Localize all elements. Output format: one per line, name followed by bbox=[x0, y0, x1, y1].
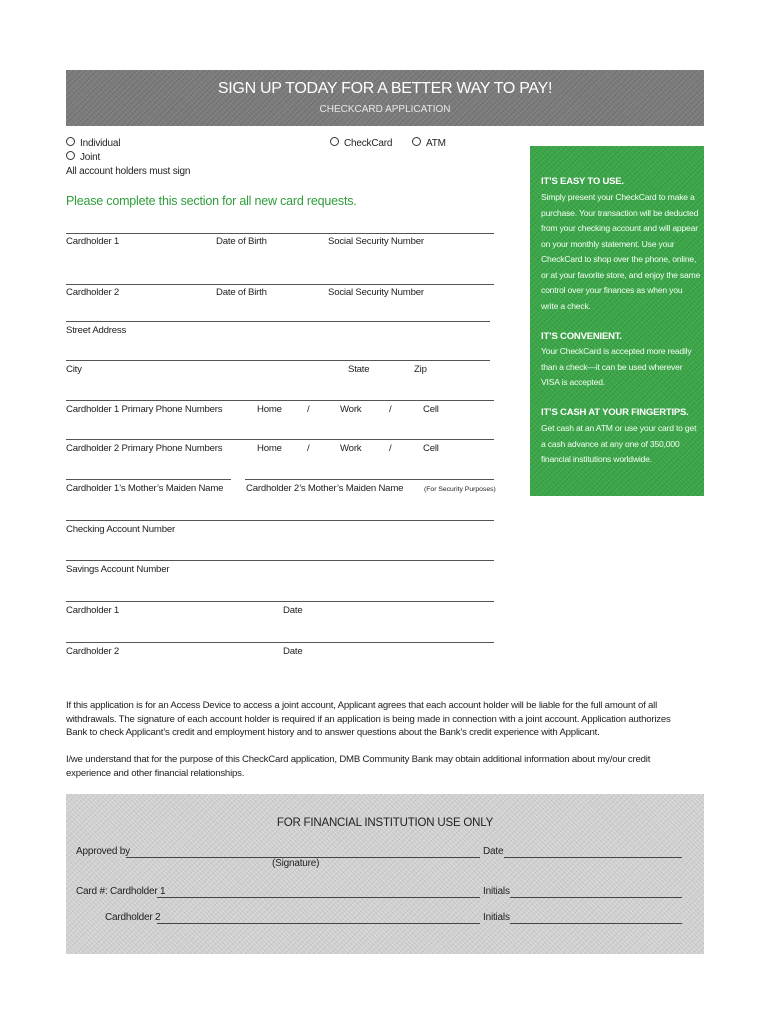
ch1-maiden-label: Cardholder 1’s Mother’s Maiden Name bbox=[66, 483, 224, 494]
ch1-date-label: Date bbox=[283, 605, 303, 616]
ch1-maiden-line[interactable] bbox=[66, 479, 231, 480]
card-ch2-label: Cardholder 2 bbox=[105, 912, 161, 923]
ch2-phone-label: Cardholder 2 Primary Phone Numbers bbox=[66, 443, 223, 454]
approved-by-label: Approved by bbox=[76, 846, 130, 857]
card-ch1-line[interactable] bbox=[157, 897, 480, 898]
ch2-date-label: Date bbox=[283, 646, 303, 657]
city-line[interactable] bbox=[66, 360, 490, 361]
ch2-phone-line[interactable] bbox=[66, 439, 494, 440]
savings-line[interactable] bbox=[66, 560, 494, 561]
separator: / bbox=[389, 443, 392, 454]
ch2-maiden-label: Cardholder 2’s Mother’s Maiden Name bbox=[246, 483, 404, 494]
section-heading: Please complete this section for all new card requests. bbox=[66, 194, 357, 208]
sidebar-heading-cash: IT’S CASH AT YOUR FINGERTIPS. bbox=[541, 407, 689, 418]
credit-disclosure: I/we understand that for the purpose of this CheckCard application, DMB Community Bank may obtain additional information about my/our credit experience and other financial relationships. bbox=[66, 754, 651, 779]
security-note: (For Security Purposes) bbox=[424, 486, 496, 493]
separator: / bbox=[389, 404, 392, 415]
ch1-signature-label: Cardholder 1 bbox=[66, 605, 120, 616]
ch1-signature-line[interactable] bbox=[66, 601, 494, 602]
separator: / bbox=[307, 443, 310, 454]
zip-label: Zip bbox=[414, 364, 427, 375]
ch2-signature-label: Cardholder 2 bbox=[66, 646, 120, 657]
joint-option[interactable]: Joint bbox=[66, 151, 100, 163]
sidebar-text-cash: Get cash at an ATM or use your card to get a cash advance at any one of 350,000 financial institutions worldwide. bbox=[541, 423, 697, 464]
institution-use-box bbox=[66, 794, 704, 954]
ch2-home-label: Home bbox=[257, 443, 282, 454]
initials2-line[interactable] bbox=[510, 923, 682, 924]
ch1-phone-label: Cardholder 1 Primary Phone Numbers bbox=[66, 404, 223, 415]
cardholder2-line[interactable] bbox=[66, 284, 494, 285]
sidebar-text-convenient: Your CheckCard is accepted more readily than a check—it can be used wherever VISA is accepted. bbox=[541, 346, 692, 387]
ssn1-label: Social Security Number bbox=[328, 236, 424, 247]
header-banner bbox=[66, 70, 704, 126]
city-label: City bbox=[66, 364, 82, 375]
initials1-label: Initials bbox=[483, 886, 510, 897]
joint-account-disclosure: If this application is for an Access Device to access a joint account, Applicant agrees that each account holder will be liable for the full amount of all withdrawals. The signature of each account holder is required if an application is being made in connection with a joint account. Application authorizes Bank to check Applicant’s credit and employment history and to answer questions about the Bank’s credit experience with Applicant. bbox=[66, 700, 671, 739]
initials1-line[interactable] bbox=[510, 897, 682, 898]
atm-option[interactable]: ATM bbox=[412, 137, 446, 149]
ch1-cell-label: Cell bbox=[423, 404, 439, 415]
ch1-phone-line[interactable] bbox=[66, 400, 494, 401]
radio-joint[interactable] bbox=[66, 151, 75, 160]
ch2-cell-label: Cell bbox=[423, 443, 439, 454]
street-line[interactable] bbox=[66, 321, 490, 322]
state-label: State bbox=[348, 364, 370, 375]
ch2-maiden-line[interactable] bbox=[245, 479, 494, 480]
radio-individual[interactable] bbox=[66, 137, 75, 146]
approval-date-line[interactable] bbox=[504, 857, 682, 858]
page-title: SIGN UP TODAY FOR A BETTER WAY TO PAY! bbox=[217, 80, 553, 97]
individual-option[interactable]: Individual bbox=[66, 137, 120, 149]
benefits-sidebar bbox=[530, 146, 704, 496]
card-ch1-label: Card #: Cardholder 1 bbox=[76, 886, 166, 897]
cardholder1-label: Cardholder 1 bbox=[66, 236, 120, 247]
initials2-label: Initials bbox=[483, 912, 510, 923]
ch2-work-label: Work bbox=[340, 443, 362, 454]
sidebar-heading-convenient: IT’S CONVENIENT. bbox=[541, 331, 622, 342]
page-subtitle: CHECKCARD APPLICATION bbox=[319, 104, 451, 115]
card-ch2-line[interactable] bbox=[157, 923, 480, 924]
approval-date-label: Date bbox=[483, 846, 504, 857]
street-label: Street Address bbox=[66, 325, 127, 336]
ch2-signature-line[interactable] bbox=[66, 642, 494, 643]
ch1-work-label: Work bbox=[340, 404, 362, 415]
checkcard-option[interactable]: CheckCard bbox=[330, 137, 392, 149]
radio-atm[interactable] bbox=[412, 137, 421, 146]
ch1-home-label: Home bbox=[257, 404, 282, 415]
ssn2-label: Social Security Number bbox=[328, 287, 424, 298]
dob1-label: Date of Birth bbox=[216, 236, 267, 247]
sidebar-heading-easy: IT’S EASY TO USE. bbox=[541, 176, 624, 187]
dob2-label: Date of Birth bbox=[216, 287, 267, 298]
checking-line[interactable] bbox=[66, 520, 494, 521]
separator: / bbox=[307, 404, 310, 415]
savings-label: Savings Account Number bbox=[66, 564, 170, 575]
all-holders-note: All account holders must sign bbox=[66, 166, 191, 177]
signature-caption: (Signature) bbox=[272, 858, 320, 869]
cardholder2-label: Cardholder 2 bbox=[66, 287, 120, 298]
radio-checkcard[interactable] bbox=[330, 137, 339, 146]
checking-label: Checking Account Number bbox=[66, 524, 175, 535]
institution-title: FOR FINANCIAL INSTITUTION USE ONLY bbox=[276, 817, 494, 829]
sidebar-text-easy: Simply present your CheckCard to make a purchase. Your transaction will be deducted from your checking account and will appear on your monthly statement. Use your CheckCard to shop over the phone, online, or at your favorite store, and enjoy the same control over your finances as when you write a check. bbox=[541, 192, 701, 311]
cardholder1-line[interactable] bbox=[66, 233, 494, 234]
